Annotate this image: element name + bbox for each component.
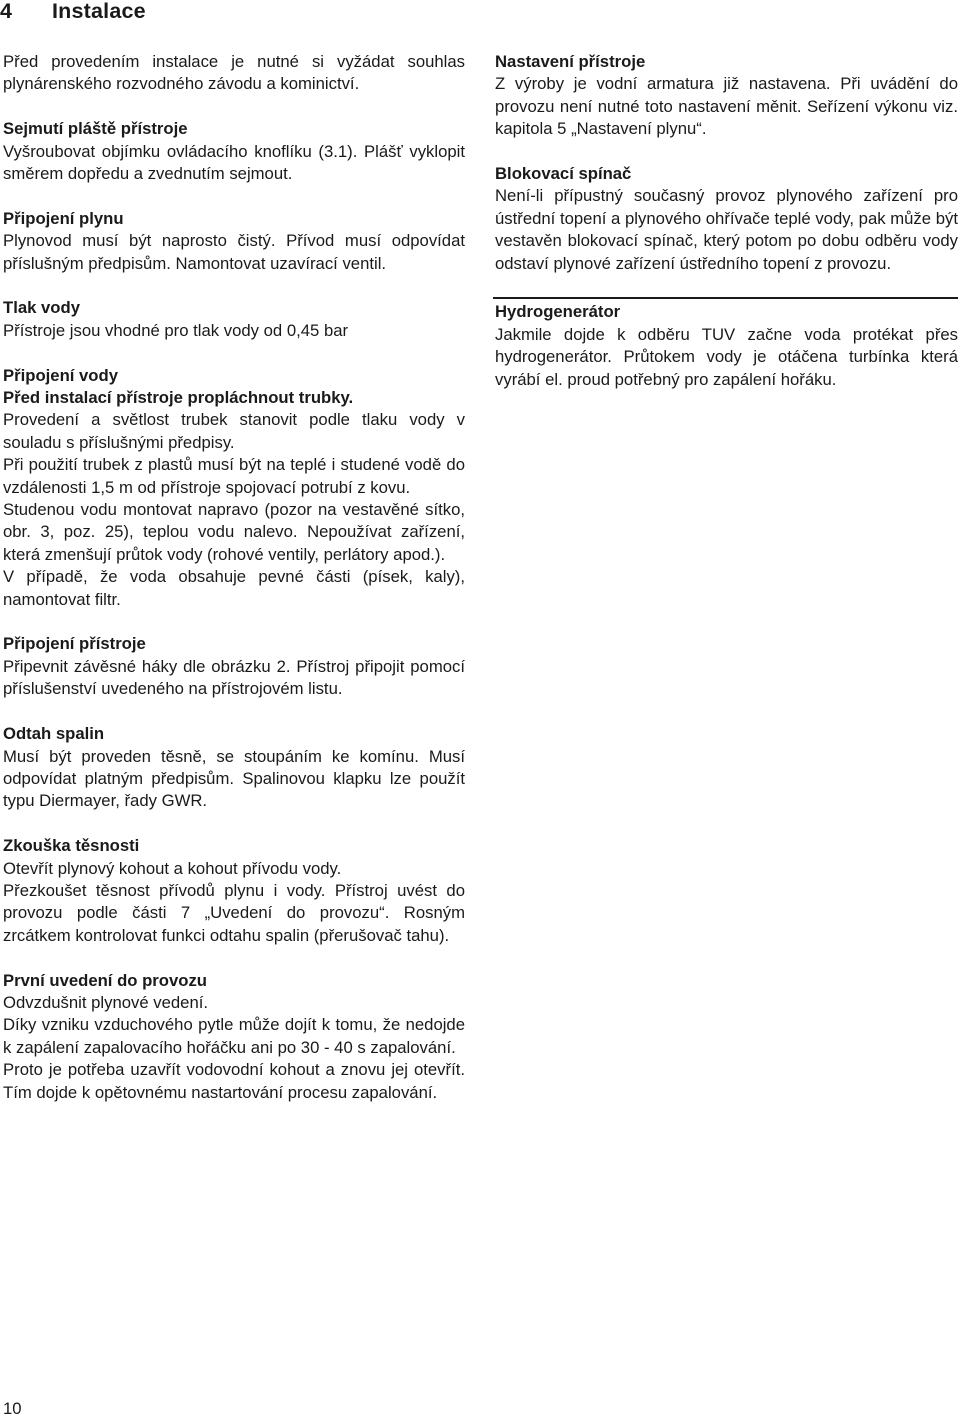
section-paragraph: Otevřít plynový kohout a kohout přívodu vody. bbox=[3, 858, 342, 878]
section-heading: Tlak vody bbox=[3, 298, 80, 318]
section-pripojeni-vody bbox=[3, 365, 465, 611]
chapter-title bbox=[0, 0, 146, 24]
right-column bbox=[495, 51, 958, 413]
section-paragraph: Připevnit závěsné háky dle obrázku 2. Přístroj připojit pomocí příslušenství uvedeného na přístrojovém listu. bbox=[3, 656, 465, 699]
section-heading: Blokovací spínač bbox=[495, 164, 632, 184]
section-paragraph: Při použití trubek z plastů musí být na teplé i studené vodě do vzdálenosti 1,5 m od přístroje spojovací potrubí z kovu. bbox=[3, 455, 465, 497]
section-pripojeni-plynu bbox=[3, 208, 465, 275]
section-paragraph: Studenou vodu montovat napravo (pozor na vestavěné sítko, obr. 3, poz. 25), teplou vodu nalevo. Nepoužívat zařízení, která zmenšují průtok vody (rohové ventily, perlátory apod.). bbox=[3, 500, 465, 564]
section-nastaveni-pristroje bbox=[495, 51, 958, 141]
section-paragraph: Proto je potřeba uzavřít vodovodní kohout a znovu jej otevřít. Tím dojde k opětovnému nastartování procesu zapalování. bbox=[3, 1060, 465, 1102]
left-column bbox=[3, 51, 465, 1126]
section-paragraph: Před provedením instalace je nutné si vyžádat souhlas plynárenského rozvodného závodu a kominictví. bbox=[3, 52, 465, 94]
section-pripojeni-pristroje bbox=[3, 633, 465, 700]
chapter-number: 4 bbox=[0, 0, 13, 23]
section-paragraph: Před instalací přístroje propláchnout trubky. bbox=[3, 388, 354, 408]
section-heading: Zkouška těsnosti bbox=[3, 836, 140, 856]
section-intro bbox=[3, 51, 465, 96]
section-paragraph: Plynovod musí být naprosto čistý. Přívod musí odpovídat příslušným předpisům. Namontovat uzavírací ventil. bbox=[3, 231, 465, 273]
section-heading: Připojení plynu bbox=[3, 208, 124, 228]
section-prvni-uvedeni-do-provozu bbox=[3, 970, 465, 1104]
section-paragraph: Odvzdušnit plynové vedení. bbox=[3, 992, 209, 1012]
section-paragraph: Přístroje jsou vhodné pro tlak vody od 0,45 bar bbox=[3, 320, 349, 340]
section-heading: Připojení přístroje bbox=[3, 634, 146, 654]
section-tlak-vody bbox=[3, 297, 465, 342]
section-paragraph: Díky vzniku vzduchového pytle může dojít k tomu, že nedojde k zapálení zapalovacího hořáčku ani po 30 - 40 s zapalování. bbox=[3, 1015, 465, 1057]
section-heading: První uvedení do provozu bbox=[3, 970, 207, 990]
section-sejmuti-plaste-pristroje bbox=[3, 118, 465, 185]
section-heading: Připojení vody bbox=[3, 365, 118, 385]
section-paragraph: Musí být proveden těsně, se stoupáním ke komínu. Musí odpovídat platným předpisům. Spalinovou klapku lze použít typu Diermayer, řady GWR. bbox=[3, 746, 465, 811]
section-paragraph: V případě, že voda obsahuje pevné části (písek, kaly), namontovat filtr. bbox=[3, 567, 465, 609]
section-heading: Hydrogenerátor bbox=[495, 302, 621, 322]
chapter-name: Instalace bbox=[52, 0, 146, 23]
section-heading: Nastavení přístroje bbox=[495, 52, 646, 71]
section-zkouska-tesnosti bbox=[3, 835, 465, 947]
section-heading: Odtah spalin bbox=[3, 724, 105, 744]
section-paragraph: Provedení a světlost trubek stanovit podle tlaku vody v souladu s příslušnými předpisy. bbox=[3, 410, 465, 452]
section-odtah-spalin bbox=[3, 723, 465, 813]
section-heading: Sejmutí pláště přístroje bbox=[3, 119, 188, 139]
section-paragraph: Přezkoušet těsnost přívodů plynu i vody. Přístroj uvést do provozu podle části 7 „Uvedení do provozu“. Rosným zrcátkem kontrolovat funkci odtahu spalin (přerušovač tahu). bbox=[3, 880, 465, 945]
section-paragraph: Není-li přípustný současný provoz plynového zařízení pro ústřední topení a plynového ohřívače teplé vody, pak může být vestavěn blokovací spínač, který potom po dobu odběru vody odstaví plynové zařízení ústředního topení z provozu. bbox=[495, 186, 958, 273]
section-hydrogenerator bbox=[495, 301, 958, 391]
section-blokovaci-spinac bbox=[495, 163, 958, 275]
section-divider bbox=[493, 297, 958, 299]
page-number: 10 bbox=[3, 1399, 22, 1418]
section-paragraph: Jakmile dojde k odběru TUV začne voda protékat přes hydrogenerátor. Průtokem vody je otáčena turbínka která vyrábí el. proud potřebný pro zapálení hořáku. bbox=[495, 324, 958, 389]
section-paragraph: Vyšroubovat objímku ovládacího knoflíku (3.1). Plášť vyklopit směrem dopředu a zvednutím sejmout. bbox=[3, 141, 465, 184]
section-paragraph: Z výroby je vodní armatura již nastavena. Při uvádění do provozu není nutné toto nastavení měnit. Seřízení výkonu viz. kapitola 5 „Nastavení plynu“. bbox=[495, 74, 958, 139]
